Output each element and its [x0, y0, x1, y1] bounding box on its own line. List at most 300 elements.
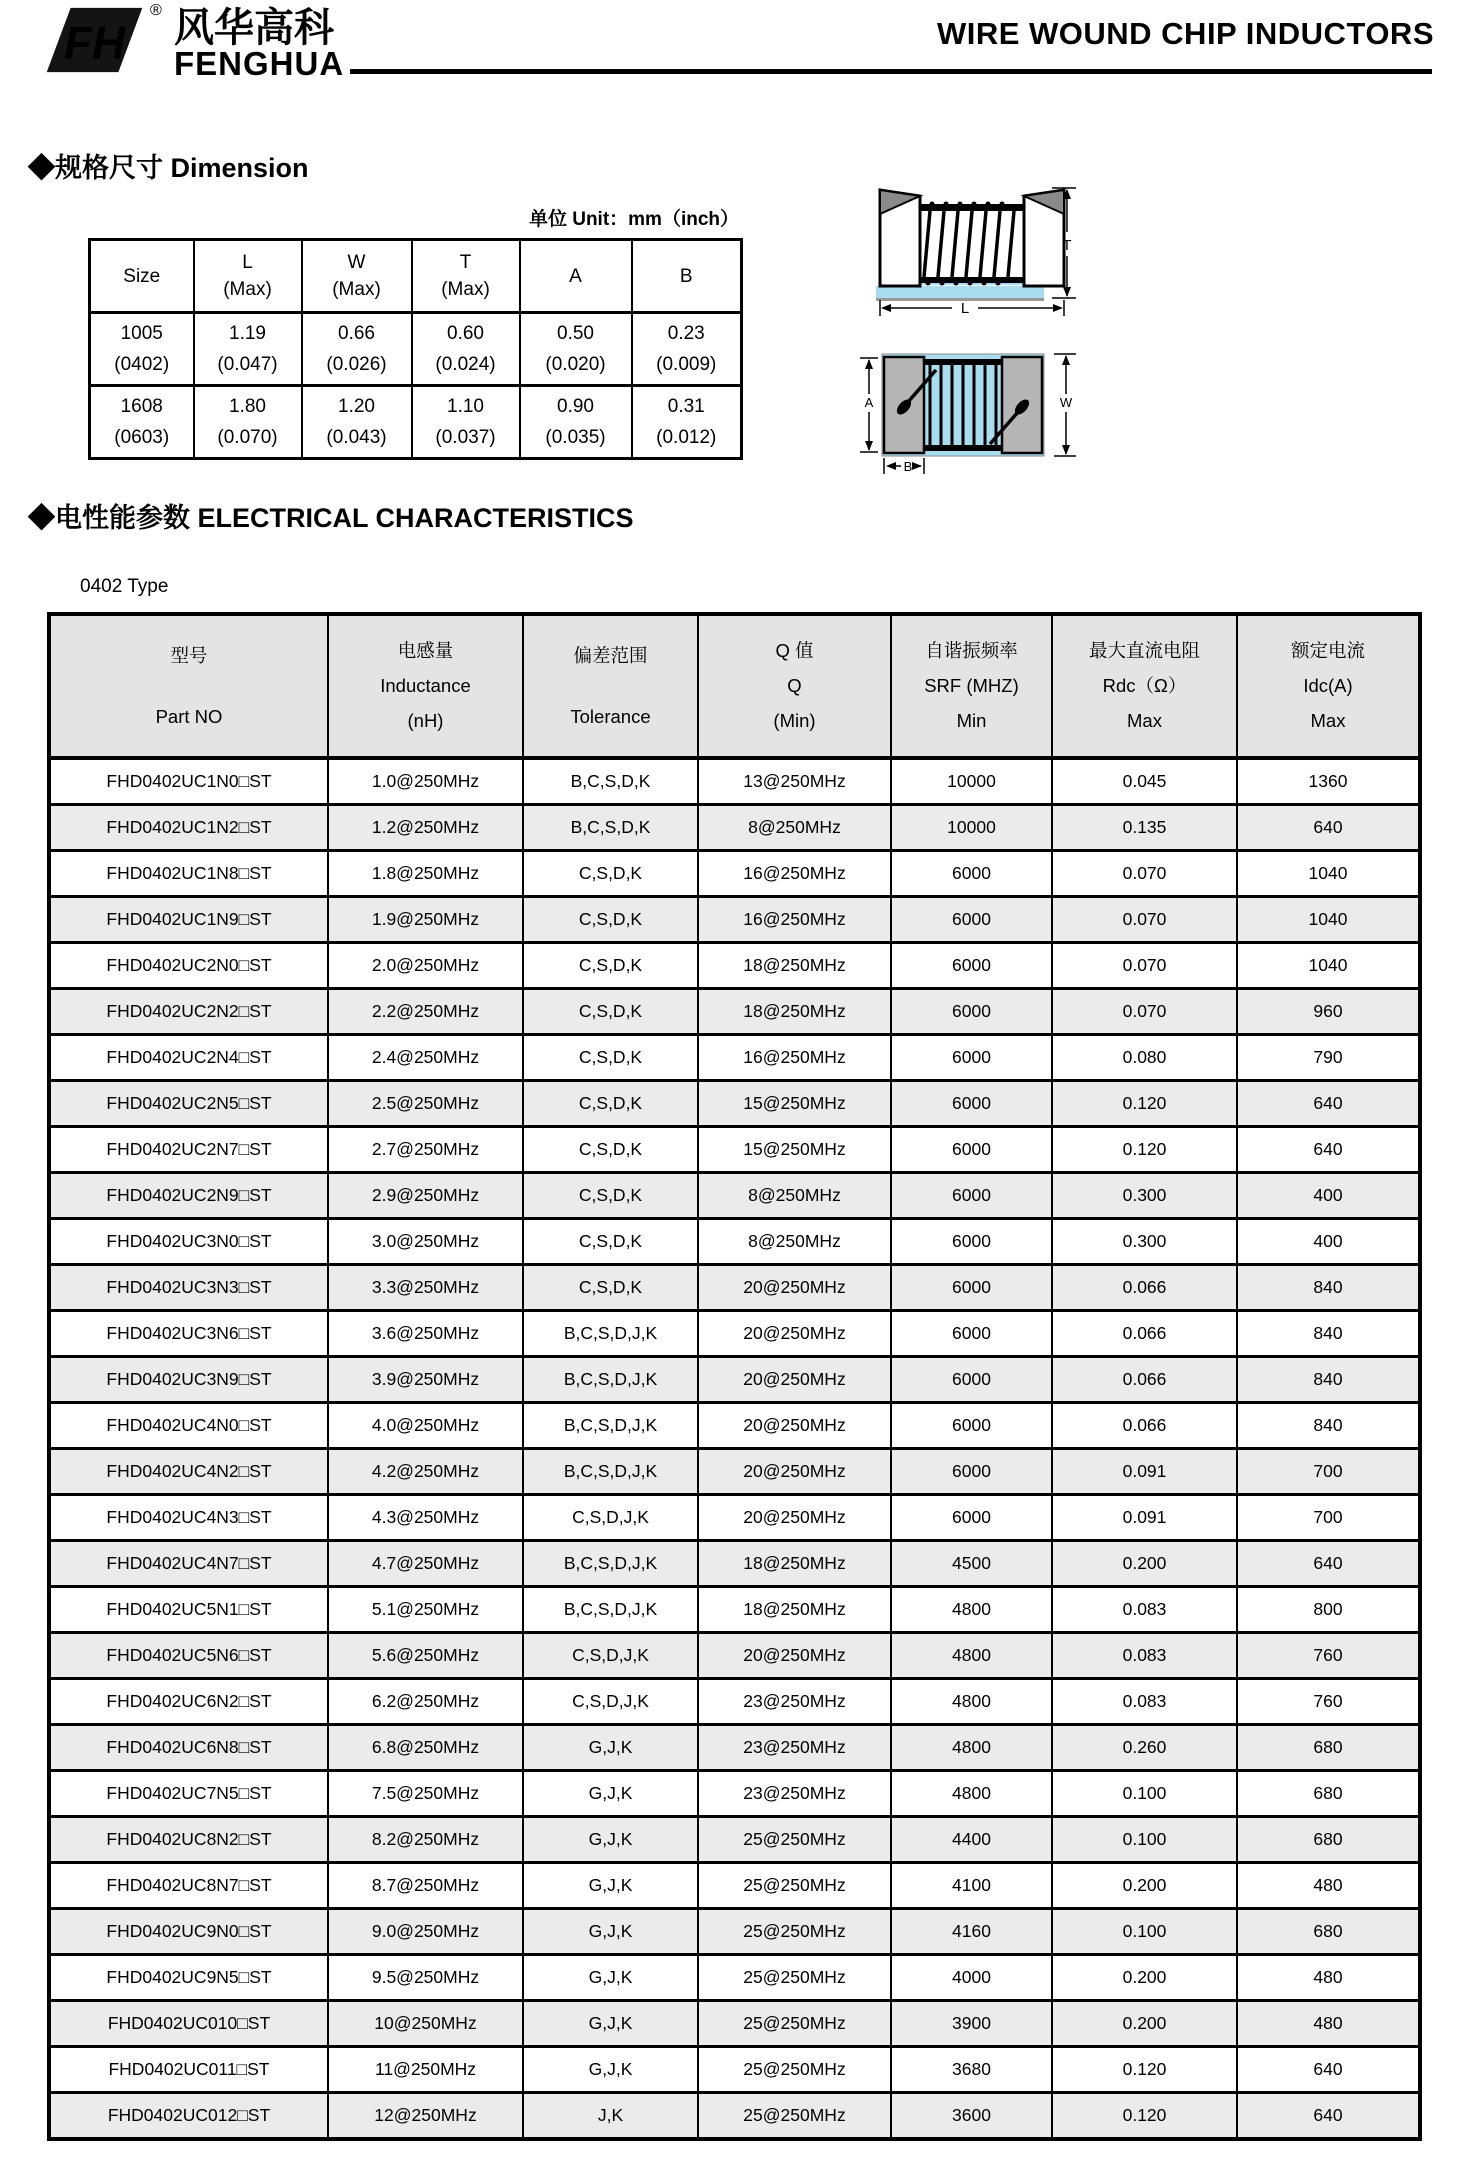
part-row: [49, 758, 1420, 805]
dimension-header-row: [90, 240, 742, 313]
part-row: [49, 1081, 1420, 1127]
part-row: [49, 1311, 1420, 1357]
dimension-value-inch: (0.012): [656, 427, 717, 448]
inductance-cell: 11@250MHz: [328, 2047, 523, 2093]
part-row: [49, 1679, 1420, 1725]
col-header-line: Part NO: [155, 705, 223, 727]
tolerance-cell: C,S,D,K: [523, 897, 698, 943]
part-no-cell: FHD0402UC011□ST: [49, 2047, 328, 2093]
dimension-value-inch: (0.020): [545, 354, 606, 375]
rdc-max-cell: 0.120: [1052, 2093, 1237, 2140]
inductance-cell: 4.3@250MHz: [328, 1495, 523, 1541]
idc-max-cell: 840: [1237, 1357, 1420, 1403]
part-no-cell: FHD0402UC3N6□ST: [49, 1311, 328, 1357]
rdc-max-cell: 0.083: [1052, 1633, 1237, 1679]
part-no-cell: FHD0402UC3N3□ST: [49, 1265, 328, 1311]
q-min-cell: 20@250MHz: [698, 1357, 891, 1403]
idc-max-cell: 700: [1237, 1495, 1420, 1541]
srf-min-cell: 6000: [891, 989, 1052, 1035]
srf-min-cell: 6000: [891, 1081, 1052, 1127]
part-row: [49, 805, 1420, 851]
q-min-cell: 25@250MHz: [698, 1955, 891, 2001]
idc-max-cell: 400: [1237, 1219, 1420, 1265]
idc-max-cell: 700: [1237, 1449, 1420, 1495]
srf-min-cell: 4800: [891, 1633, 1052, 1679]
part-no-cell: FHD0402UC3N0□ST: [49, 1219, 328, 1265]
tolerance-cell: C,S,D,K: [523, 1173, 698, 1219]
srf-min-cell: 3600: [891, 2093, 1052, 2140]
srf-min-cell: 10000: [891, 758, 1052, 805]
brand-name-english: FENGHUA: [174, 45, 345, 82]
col-header-part-no: [49, 614, 328, 758]
part-no-cell: FHD0402UC4N7□ST: [49, 1541, 328, 1587]
part-no-cell: FHD0402UC2N2□ST: [49, 989, 328, 1035]
q-min-cell: 20@250MHz: [698, 1403, 891, 1449]
idc-max-cell: 480: [1237, 1863, 1420, 1909]
part-row: [49, 897, 1420, 943]
tolerance-cell: B,C,S,D,J,K: [523, 1449, 698, 1495]
q-min-cell: 23@250MHz: [698, 1771, 891, 1817]
dimension-value-inch: (0.037): [435, 427, 496, 448]
inductance-cell: 9.0@250MHz: [328, 1909, 523, 1955]
idc-max-cell: 640: [1237, 1541, 1420, 1587]
dimension-cell-l-max: [194, 386, 302, 459]
part-row: [49, 2093, 1420, 2140]
tolerance-cell: C,S,D,K: [523, 1035, 698, 1081]
part-row: [49, 943, 1420, 989]
col-header-q-min: [698, 614, 891, 758]
idc-max-cell: 640: [1237, 2093, 1420, 2140]
inductance-cell: 9.5@250MHz: [328, 1955, 523, 2001]
dimension-value-mm: 0.66: [338, 323, 375, 344]
w-dimension-label: W: [1059, 395, 1073, 410]
inductance-cell: 5.1@250MHz: [328, 1587, 523, 1633]
idc-max-cell: 760: [1237, 1679, 1420, 1725]
inductance-cell: 2.5@250MHz: [328, 1081, 523, 1127]
rdc-max-cell: 0.091: [1052, 1449, 1237, 1495]
part-row: [49, 1265, 1420, 1311]
dimension-value-mm: 0.31: [667, 396, 705, 417]
inductance-cell: 10@250MHz: [328, 2001, 523, 2047]
q-min-cell: 20@250MHz: [698, 1311, 891, 1357]
part-no-cell: FHD0402UC8N7□ST: [49, 1863, 328, 1909]
srf-min-cell: 3680: [891, 2047, 1052, 2093]
inductance-cell: 4.0@250MHz: [328, 1403, 523, 1449]
rdc-max-cell: 0.100: [1052, 1909, 1237, 1955]
tolerance-cell: G,J,K: [523, 1817, 698, 1863]
srf-min-cell: 6000: [891, 1219, 1052, 1265]
part-no-cell: FHD0402UC5N1□ST: [49, 1587, 328, 1633]
q-min-cell: 16@250MHz: [698, 851, 891, 897]
rdc-max-cell: 0.091: [1052, 1495, 1237, 1541]
q-min-cell: 13@250MHz: [698, 758, 891, 805]
registered-trademark-icon: ®: [150, 2, 162, 19]
dim-col-header-line: (Max): [441, 279, 490, 300]
q-min-cell: 23@250MHz: [698, 1679, 891, 1725]
dim-col-header-t-max: [412, 240, 520, 313]
rdc-max-cell: 0.066: [1052, 1311, 1237, 1357]
inductance-cell: 2.2@250MHz: [328, 989, 523, 1035]
dimension-value-mm: 0.90: [557, 396, 594, 417]
tolerance-cell: G,J,K: [523, 1771, 698, 1817]
part-no-cell: FHD0402UC2N5□ST: [49, 1081, 328, 1127]
dimension-cell-l-max: [194, 313, 302, 386]
part-row: [49, 1541, 1420, 1587]
part-row: [49, 1909, 1420, 1955]
rdc-max-cell: 0.080: [1052, 1035, 1237, 1081]
rdc-max-cell: 0.070: [1052, 897, 1237, 943]
part-row: [49, 851, 1420, 897]
part-no-cell: FHD0402UC6N2□ST: [49, 1679, 328, 1725]
tolerance-cell: G,J,K: [523, 1863, 698, 1909]
srf-min-cell: 4100: [891, 1863, 1052, 1909]
tolerance-cell: B,C,S,D,K: [523, 758, 698, 805]
part-no-cell: FHD0402UC6N8□ST: [49, 1725, 328, 1771]
dimension-value-inch: (0.070): [217, 427, 278, 448]
inductance-cell: 1.2@250MHz: [328, 805, 523, 851]
fenghua-logo-icon: [24, 6, 154, 74]
q-min-cell: 20@250MHz: [698, 1449, 891, 1495]
part-no-cell: FHD0402UC8N2□ST: [49, 1817, 328, 1863]
dimension-section-heading: ◆规格尺寸 Dimension: [28, 153, 309, 183]
idc-max-cell: 790: [1237, 1035, 1420, 1081]
part-row: [49, 2047, 1420, 2093]
part-no-cell: FHD0402UC7N5□ST: [49, 1771, 328, 1817]
part-row: [49, 2001, 1420, 2047]
srf-min-cell: 4500: [891, 1541, 1052, 1587]
brand-name-chinese: 风华高科: [174, 6, 334, 50]
part-no-cell: FHD0402UC010□ST: [49, 2001, 328, 2047]
tolerance-cell: C,S,D,K: [523, 851, 698, 897]
q-min-cell: 8@250MHz: [698, 1173, 891, 1219]
rdc-max-cell: 0.100: [1052, 1817, 1237, 1863]
idc-max-cell: 680: [1237, 1909, 1420, 1955]
inductor-top-view-diagram: [860, 350, 1082, 474]
part-no-cell: FHD0402UC1N9□ST: [49, 897, 328, 943]
part-row: [49, 1035, 1420, 1081]
col-header-rdc-max: [1052, 614, 1237, 758]
srf-min-cell: 10000: [891, 805, 1052, 851]
srf-min-cell: 6000: [891, 897, 1052, 943]
dimension-cell-size: [90, 386, 194, 459]
idc-max-cell: 1360: [1237, 758, 1420, 805]
col-header-line: 自谐振频率: [925, 640, 1018, 661]
rdc-max-cell: 0.045: [1052, 758, 1237, 805]
dimension-cell-b: [632, 386, 742, 459]
srf-min-cell: 6000: [891, 851, 1052, 897]
idc-max-cell: 840: [1237, 1311, 1420, 1357]
type-label: 0402 Type: [80, 576, 169, 597]
electrical-table: [47, 612, 1422, 2141]
q-min-cell: 15@250MHz: [698, 1127, 891, 1173]
header-divider: [350, 69, 1432, 74]
col-header-line: Min: [956, 710, 987, 731]
b-dimension-label: B: [903, 459, 913, 474]
inductance-cell: 3.3@250MHz: [328, 1265, 523, 1311]
col-header-line: SRF (MHZ): [924, 675, 1019, 696]
dimension-table: [88, 238, 743, 460]
tolerance-cell: J,K: [523, 2093, 698, 2140]
dim-col-header-w-max: [302, 240, 412, 313]
idc-max-cell: 680: [1237, 1725, 1420, 1771]
dimension-row: [90, 313, 742, 386]
inductance-cell: 3.6@250MHz: [328, 1311, 523, 1357]
q-min-cell: 8@250MHz: [698, 805, 891, 851]
srf-min-cell: 6000: [891, 1357, 1052, 1403]
dimension-cell-t-max: [412, 386, 520, 459]
dimension-row: [90, 386, 742, 459]
tolerance-cell: C,S,D,K: [523, 1081, 698, 1127]
dim-col-header-line: Size: [123, 265, 161, 287]
rdc-max-cell: 0.200: [1052, 2001, 1237, 2047]
rdc-max-cell: 0.070: [1052, 989, 1237, 1035]
rdc-max-cell: 0.066: [1052, 1265, 1237, 1311]
col-header-line: Max: [1127, 710, 1162, 731]
dimension-cell-b: [632, 313, 742, 386]
col-header-line: 最大直流电阻: [1088, 640, 1200, 661]
srf-min-cell: 6000: [891, 1311, 1052, 1357]
tolerance-cell: G,J,K: [523, 1955, 698, 2001]
srf-min-cell: 6000: [891, 1173, 1052, 1219]
dimension-value-inch: (0.047): [217, 354, 278, 375]
part-row: [49, 1127, 1420, 1173]
electrical-header-row: [49, 614, 1420, 758]
part-no-cell: FHD0402UC4N3□ST: [49, 1495, 328, 1541]
col-header-inductance: [328, 614, 523, 758]
tolerance-cell: B,C,S,D,J,K: [523, 1403, 698, 1449]
inductance-cell: 3.9@250MHz: [328, 1357, 523, 1403]
part-no-cell: FHD0402UC9N0□ST: [49, 1909, 328, 1955]
rdc-max-cell: 0.100: [1052, 1771, 1237, 1817]
part-row: [49, 1357, 1420, 1403]
part-row: [49, 1449, 1420, 1495]
dimension-value-mm: 0.23: [667, 323, 705, 344]
part-no-cell: FHD0402UC3N9□ST: [49, 1357, 328, 1403]
tolerance-cell: C,S,D,K: [523, 1219, 698, 1265]
col-header-line: (nH): [407, 710, 444, 731]
srf-min-cell: 6000: [891, 1495, 1052, 1541]
rdc-max-cell: 0.083: [1052, 1679, 1237, 1725]
idc-max-cell: 480: [1237, 2001, 1420, 2047]
rdc-max-cell: 0.070: [1052, 851, 1237, 897]
dimension-value-inch: (0.035): [545, 427, 606, 448]
tolerance-cell: C,S,D,K: [523, 1265, 698, 1311]
tolerance-cell: C,S,D,J,K: [523, 1495, 698, 1541]
inductor-side-view-diagram: [866, 176, 1078, 316]
inductance-cell: 1.8@250MHz: [328, 851, 523, 897]
col-header-tolerance: [523, 614, 698, 758]
idc-max-cell: 1040: [1237, 851, 1420, 897]
inductance-cell: 2.7@250MHz: [328, 1127, 523, 1173]
idc-max-cell: 1040: [1237, 897, 1420, 943]
idc-max-cell: 960: [1237, 989, 1420, 1035]
dim-col-header-line: B: [679, 265, 693, 287]
inductance-cell: 8.7@250MHz: [328, 1863, 523, 1909]
idc-max-cell: 840: [1237, 1403, 1420, 1449]
part-row: [49, 1817, 1420, 1863]
col-header-line: 额定电流: [1290, 640, 1365, 661]
inductance-cell: 7.5@250MHz: [328, 1771, 523, 1817]
part-row: [49, 1219, 1420, 1265]
srf-min-cell: 4160: [891, 1909, 1052, 1955]
dimension-value-mm: 0.60: [447, 323, 484, 344]
part-no-cell: FHD0402UC4N0□ST: [49, 1403, 328, 1449]
q-min-cell: 25@250MHz: [698, 2001, 891, 2047]
dimension-value-mm: 1005: [120, 323, 163, 344]
inductance-cell: 12@250MHz: [328, 2093, 523, 2140]
col-header-line: Max: [1310, 710, 1346, 731]
part-no-cell: FHD0402UC5N6□ST: [49, 1633, 328, 1679]
q-min-cell: 15@250MHz: [698, 1081, 891, 1127]
dimension-value-mm: 0.50: [557, 323, 594, 344]
srf-min-cell: 6000: [891, 943, 1052, 989]
dimension-value-inch: (0402): [114, 354, 170, 375]
idc-max-cell: 640: [1237, 805, 1420, 851]
inductance-cell: 2.4@250MHz: [328, 1035, 523, 1081]
rdc-max-cell: 0.066: [1052, 1403, 1237, 1449]
srf-min-cell: 4800: [891, 1587, 1052, 1633]
tolerance-cell: C,S,D,K: [523, 989, 698, 1035]
q-min-cell: 18@250MHz: [698, 943, 891, 989]
srf-min-cell: 6000: [891, 1265, 1052, 1311]
srf-min-cell: 4800: [891, 1725, 1052, 1771]
inductance-cell: 3.0@250MHz: [328, 1219, 523, 1265]
col-header-line: Q 值: [775, 640, 814, 661]
part-row: [49, 1173, 1420, 1219]
part-no-cell: FHD0402UC9N5□ST: [49, 1955, 328, 2001]
q-min-cell: 16@250MHz: [698, 1035, 891, 1081]
q-min-cell: 16@250MHz: [698, 897, 891, 943]
rdc-max-cell: 0.260: [1052, 1725, 1237, 1771]
rdc-max-cell: 0.300: [1052, 1219, 1237, 1265]
tolerance-cell: G,J,K: [523, 2047, 698, 2093]
dim-col-header-line: A: [569, 265, 582, 287]
part-row: [49, 1955, 1420, 2001]
brand-block: [174, 6, 345, 82]
idc-max-cell: 480: [1237, 1955, 1420, 2001]
q-min-cell: 25@250MHz: [698, 2093, 891, 2140]
idc-max-cell: 1040: [1237, 943, 1420, 989]
srf-min-cell: 6000: [891, 1403, 1052, 1449]
idc-max-cell: 640: [1237, 1127, 1420, 1173]
part-no-cell: FHD0402UC1N0□ST: [49, 758, 328, 805]
part-row: [49, 1495, 1420, 1541]
q-min-cell: 25@250MHz: [698, 1909, 891, 1955]
q-min-cell: 20@250MHz: [698, 1495, 891, 1541]
inductance-cell: 5.6@250MHz: [328, 1633, 523, 1679]
col-header-idc-max: [1237, 614, 1420, 758]
col-header-line: Idc(A): [1303, 675, 1353, 696]
col-header-line: Q: [787, 675, 802, 696]
idc-max-cell: 800: [1237, 1587, 1420, 1633]
srf-min-cell: 6000: [891, 1035, 1052, 1081]
q-min-cell: 20@250MHz: [698, 1633, 891, 1679]
dim-col-header-line: (Max): [223, 279, 272, 300]
dim-col-header-size: [90, 240, 194, 313]
dim-col-header-line: (Max): [332, 279, 381, 300]
dim-col-header-line: W: [347, 252, 366, 273]
part-row: [49, 1725, 1420, 1771]
tolerance-cell: C,S,D,K: [523, 943, 698, 989]
col-header-line: Rdc（Ω）: [1102, 675, 1187, 696]
idc-max-cell: 680: [1237, 1771, 1420, 1817]
rdc-max-cell: 0.300: [1052, 1173, 1237, 1219]
inductance-cell: 6.8@250MHz: [328, 1725, 523, 1771]
dim-col-header-line: T: [459, 252, 472, 273]
inductance-cell: 4.7@250MHz: [328, 1541, 523, 1587]
dimension-cell-a: [520, 386, 632, 459]
dimension-cell-a: [520, 313, 632, 386]
q-min-cell: 18@250MHz: [698, 1587, 891, 1633]
dim-col-header-line: L: [242, 252, 253, 273]
srf-min-cell: 3900: [891, 2001, 1052, 2047]
q-min-cell: 23@250MHz: [698, 1725, 891, 1771]
srf-min-cell: 6000: [891, 1127, 1052, 1173]
rdc-max-cell: 0.120: [1052, 2047, 1237, 2093]
q-min-cell: 20@250MHz: [698, 1265, 891, 1311]
dimension-value-mm: 1608: [120, 396, 163, 417]
dimension-value-mm: 1.80: [229, 396, 266, 417]
part-no-cell: FHD0402UC4N2□ST: [49, 1449, 328, 1495]
q-min-cell: 25@250MHz: [698, 2047, 891, 2093]
rdc-max-cell: 0.200: [1052, 1955, 1237, 2001]
tolerance-cell: B,C,S,D,J,K: [523, 1541, 698, 1587]
col-header-line: Inductance: [380, 675, 471, 696]
rdc-max-cell: 0.083: [1052, 1587, 1237, 1633]
q-min-cell: 8@250MHz: [698, 1219, 891, 1265]
col-header-line: 偏差范围: [573, 644, 648, 666]
srf-min-cell: 4000: [891, 1955, 1052, 2001]
tolerance-cell: G,J,K: [523, 1909, 698, 1955]
q-min-cell: 18@250MHz: [698, 989, 891, 1035]
page-title: WIRE WOUND CHIP INDUCTORS: [936, 16, 1434, 51]
idc-max-cell: 640: [1237, 1081, 1420, 1127]
inductance-cell: 1.0@250MHz: [328, 758, 523, 805]
tolerance-cell: G,J,K: [523, 2001, 698, 2047]
tolerance-cell: B,C,S,D,J,K: [523, 1357, 698, 1403]
rdc-max-cell: 0.200: [1052, 1863, 1237, 1909]
dimension-value-inch: (0.043): [326, 427, 387, 448]
col-header-line: 型号: [170, 644, 208, 666]
tolerance-cell: C,S,D,J,K: [523, 1633, 698, 1679]
dimension-table-body: [90, 313, 742, 459]
part-row: [49, 1587, 1420, 1633]
dimension-cell-size: [90, 313, 194, 386]
rdc-max-cell: 0.120: [1052, 1081, 1237, 1127]
part-no-cell: FHD0402UC1N2□ST: [49, 805, 328, 851]
srf-min-cell: 4800: [891, 1679, 1052, 1725]
dimension-value-inch: (0603): [114, 427, 170, 448]
svg-text:FH: FH: [63, 16, 126, 69]
part-row: [49, 1771, 1420, 1817]
dimension-value-inch: (0.024): [435, 354, 496, 375]
part-no-cell: FHD0402UC2N9□ST: [49, 1173, 328, 1219]
tolerance-cell: C,S,D,J,K: [523, 1679, 698, 1725]
electrical-table-body: [49, 758, 1420, 2139]
rdc-max-cell: 0.066: [1052, 1357, 1237, 1403]
dimension-value-mm: 1.10: [447, 396, 484, 417]
dimension-value-inch: (0.009): [656, 354, 717, 375]
inductance-cell: 2.9@250MHz: [328, 1173, 523, 1219]
part-row: [49, 989, 1420, 1035]
inductance-cell: 4.2@250MHz: [328, 1449, 523, 1495]
idc-max-cell: 640: [1237, 2047, 1420, 2093]
idc-max-cell: 680: [1237, 1817, 1420, 1863]
electrical-section-heading: ◆电性能参数 ELECTRICAL CHARACTERISTICS: [28, 503, 634, 533]
idc-max-cell: 760: [1237, 1633, 1420, 1679]
tolerance-cell: C,S,D,K: [523, 1127, 698, 1173]
inductance-cell: 1.9@250MHz: [328, 897, 523, 943]
